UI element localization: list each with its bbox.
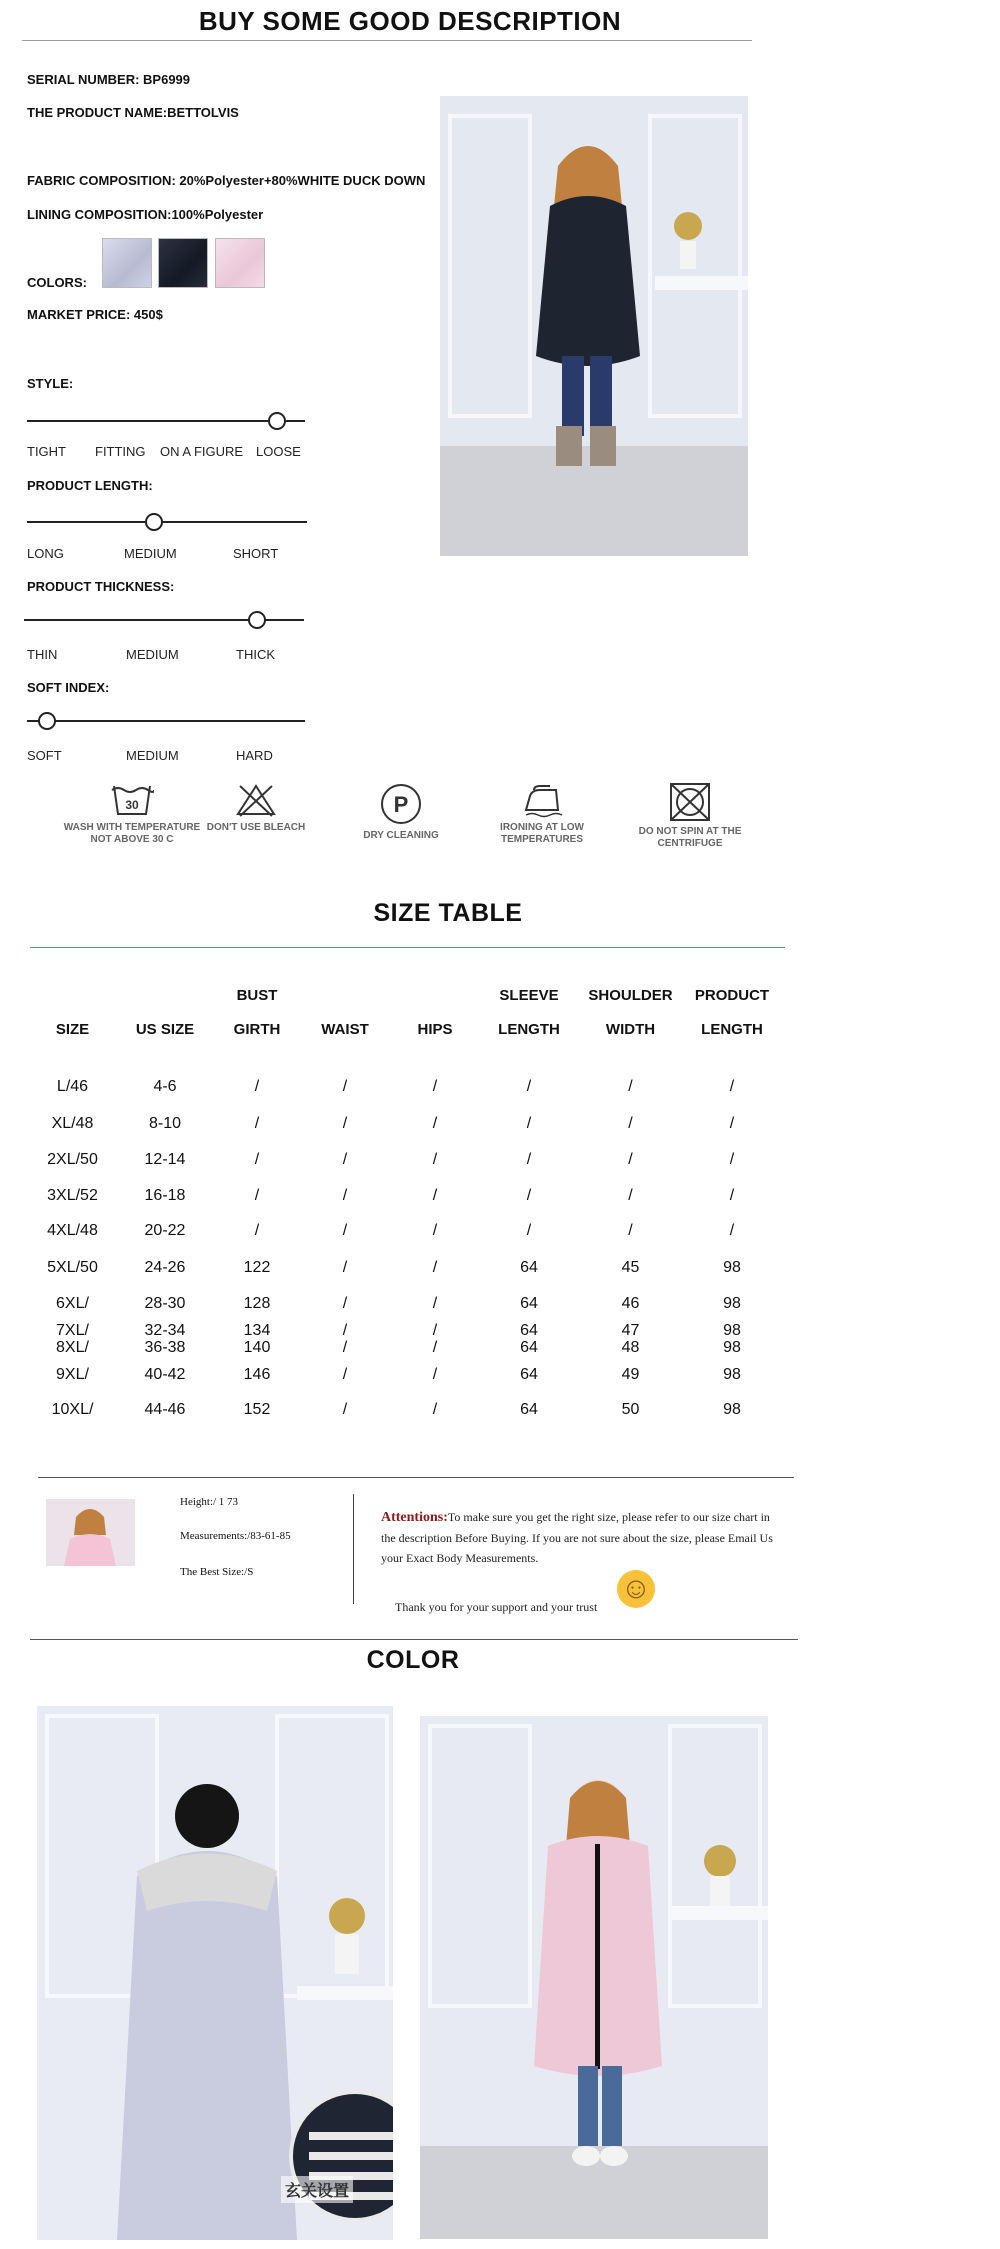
- table-cell: /: [526, 1222, 532, 1239]
- table-cell: 4XL/48: [47, 1222, 98, 1239]
- header-cell: BUST: [236, 986, 278, 1004]
- header-cell: [30, 978, 115, 1012]
- color-swatch-pink[interactable]: [215, 238, 265, 288]
- model-best-size: The Best Size:/S: [180, 1566, 254, 1578]
- header-cell: LENGTH: [701, 1020, 763, 1038]
- table-cell: L/46: [56, 1077, 89, 1095]
- table-cell: /: [729, 1114, 735, 1132]
- care-item-iron: [482, 782, 602, 846]
- soft-scale-label-medium: MEDIUM: [126, 748, 179, 763]
- table-cell: 8-10: [148, 1114, 182, 1132]
- color-photo-lavender: [37, 1706, 393, 2240]
- table-row: [30, 1357, 782, 1392]
- table-cell: 45: [621, 1258, 640, 1276]
- table-cell: 64: [520, 1321, 538, 1339]
- table-cell: 98: [723, 1258, 741, 1276]
- care-text-spin: DO NOT SPIN AT THE CENTRIFUGE: [638, 826, 742, 849]
- table-cell: 3XL/52: [47, 1186, 98, 1204]
- table-row: [30, 1322, 782, 1339]
- table-cell: 98: [723, 1295, 741, 1312]
- table-cell: 8XL/: [56, 1339, 89, 1356]
- table-cell: 134: [243, 1321, 271, 1339]
- size-table-title: SIZE TABLE: [373, 899, 523, 927]
- table-cell: 49: [621, 1365, 640, 1383]
- table-row: [30, 1339, 782, 1357]
- soft-scale-knob[interactable]: [38, 712, 56, 730]
- table-cell: 98: [723, 1339, 741, 1356]
- table-cell: 12-14: [144, 1151, 186, 1168]
- size-table-divider: [30, 947, 785, 948]
- table-cell: 122: [243, 1258, 271, 1276]
- color-photo-overlay-text: 玄关设置: [281, 2176, 353, 2203]
- table-cell: /: [342, 1151, 348, 1168]
- color-photo-pink: [420, 1716, 768, 2239]
- table-cell: 6XL/: [56, 1295, 89, 1312]
- care-item-bleach: [196, 782, 316, 834]
- size-table-header-bottom: [30, 1012, 782, 1046]
- header-cell: [391, 978, 479, 1012]
- care-item-spin: [630, 782, 750, 850]
- length-scale-label-short: SHORT: [233, 546, 279, 561]
- header-cell: SIZE: [55, 1020, 90, 1038]
- table-cell: /: [432, 1365, 438, 1383]
- soft-scale-label-hard: HARD: [236, 748, 273, 763]
- table-cell: /: [432, 1222, 438, 1239]
- thickness-scale-label-thin: THIN: [27, 647, 58, 662]
- care-text-wash: WASH WITH TEMPERATURE NOT ABOVE 30 C: [63, 822, 201, 845]
- table-cell: 2XL/50: [47, 1151, 98, 1168]
- table-cell: 32-34: [144, 1321, 186, 1339]
- header-cell: WIDTH: [605, 1020, 656, 1038]
- attention-block: [381, 1507, 781, 1568]
- table-cell: 28-30: [144, 1295, 186, 1312]
- table-cell: 10XL/: [51, 1400, 94, 1418]
- table-cell: 50: [621, 1400, 640, 1418]
- header-cell: HIPS: [417, 1020, 453, 1038]
- table-cell: /: [342, 1365, 348, 1383]
- page-title: BUY SOME GOOD DESCRIPTION: [198, 6, 622, 36]
- table-cell: /: [628, 1186, 633, 1204]
- no-bleach-icon: [234, 782, 278, 818]
- table-cell: /: [254, 1222, 260, 1239]
- style-scale-track: [27, 420, 305, 422]
- table-cell: /: [342, 1400, 348, 1418]
- care-text-iron: IRONING AT LOW TEMPERATURES: [500, 822, 584, 845]
- table-cell: 152: [243, 1400, 271, 1418]
- table-cell: 4-6: [153, 1077, 177, 1095]
- table-cell: 140: [243, 1339, 271, 1356]
- table-cell: /: [526, 1151, 532, 1168]
- attention-label: Attentions:: [381, 1510, 448, 1525]
- table-cell: /: [342, 1258, 348, 1276]
- dry-clean-icon: [379, 782, 423, 826]
- model-measurements: Measurements:/83-61-85: [180, 1530, 291, 1542]
- table-cell: 9XL/: [56, 1365, 89, 1383]
- table-cell: /: [432, 1400, 438, 1418]
- table-cell: /: [432, 1339, 438, 1356]
- length-scale-label-medium: MEDIUM: [124, 546, 177, 561]
- table-cell: /: [342, 1321, 348, 1339]
- table-cell: /: [729, 1077, 735, 1095]
- color-swatch-black[interactable]: [158, 238, 208, 288]
- model-height: Height:/ 1 73: [180, 1496, 239, 1508]
- smile-emoji-icon: ☺: [617, 1570, 655, 1608]
- table-cell: 98: [723, 1365, 741, 1383]
- table-cell: /: [342, 1339, 348, 1356]
- table-cell: 64: [520, 1400, 538, 1418]
- header-cell: GIRTH: [233, 1020, 281, 1038]
- table-cell: 36-38: [144, 1339, 186, 1356]
- svg-text:30: 30: [125, 798, 139, 812]
- table-cell: XL/48: [51, 1114, 94, 1132]
- length-scale-knob[interactable]: [145, 513, 163, 531]
- table-cell: /: [526, 1114, 532, 1132]
- model-divider: [353, 1494, 354, 1604]
- table-cell: /: [342, 1186, 348, 1204]
- table-cell: /: [342, 1295, 348, 1312]
- table-cell: /: [432, 1186, 438, 1204]
- header-cell: US SIZE: [135, 1020, 195, 1038]
- table-cell: 7XL/: [56, 1321, 89, 1339]
- table-cell: 44-46: [144, 1400, 186, 1418]
- soft-scale-title: SOFT INDEX:: [27, 680, 110, 695]
- table-row: [30, 1142, 782, 1178]
- table-cell: /: [432, 1295, 438, 1312]
- table-cell: 46: [621, 1295, 640, 1312]
- table-cell: /: [254, 1114, 260, 1132]
- size-table-header-top: [30, 978, 782, 1012]
- product-name: THE PRODUCT NAME:BETTOLVIS: [27, 105, 239, 120]
- table-row: [30, 1105, 782, 1142]
- table-cell: 24-26: [144, 1258, 186, 1276]
- style-scale-label-loose: LOOSE: [256, 444, 301, 459]
- table-row: [30, 1213, 782, 1249]
- length-scale-label-long: LONG: [27, 546, 64, 561]
- table-row: [30, 1392, 782, 1427]
- thanks-text: Thank you for your support and your trust: [395, 1600, 598, 1614]
- product-photo-black: [440, 96, 748, 556]
- iron-low-icon: [520, 782, 564, 818]
- style-scale-knob[interactable]: [268, 412, 286, 430]
- table-cell: 64: [520, 1339, 538, 1356]
- table-cell: 16-18: [144, 1186, 186, 1204]
- header-cell: WAIST: [321, 1020, 369, 1038]
- table-cell: 128: [243, 1295, 271, 1312]
- table-row: [30, 1286, 782, 1322]
- table-cell: 47: [621, 1321, 640, 1339]
- header-cell: [115, 978, 215, 1012]
- length-scale-title: PRODUCT LENGTH:: [27, 478, 153, 493]
- no-spin-icon: [668, 782, 712, 822]
- attention-text: To make sure you get the right size, please refer to our size chart in the description Before Buying. If you are not sure about the size, please Email Us your Exact Body Measurements.: [381, 1510, 773, 1565]
- thickness-scale-knob[interactable]: [248, 611, 266, 629]
- table-cell: /: [432, 1077, 438, 1095]
- table-cell: /: [342, 1114, 348, 1132]
- table-cell: 64: [520, 1365, 538, 1383]
- header-cell: LENGTH: [498, 1020, 560, 1038]
- color-section-title: COLOR: [366, 1646, 460, 1674]
- table-cell: /: [526, 1186, 532, 1204]
- table-cell: 146: [243, 1365, 271, 1383]
- header-cell: PRODUCT: [694, 986, 770, 1004]
- table-cell: 48: [621, 1339, 640, 1356]
- table-cell: /: [254, 1151, 260, 1168]
- style-scale-label-on-a-figure: ON A FIGURE: [160, 444, 244, 459]
- table-cell: 98: [723, 1400, 741, 1418]
- table-cell: /: [254, 1186, 260, 1204]
- wash-30-icon: [110, 782, 154, 818]
- table-cell: /: [628, 1151, 633, 1168]
- colors-label: COLORS:: [27, 275, 87, 290]
- header-cell: SLEEVE: [499, 986, 559, 1004]
- care-item-wash: [52, 782, 212, 846]
- model-thumbnail: [46, 1499, 135, 1566]
- header-cell: [299, 978, 391, 1012]
- table-cell: /: [729, 1222, 735, 1239]
- svg-text:P: P: [393, 792, 409, 817]
- style-scale-label-tight: TIGHT: [27, 444, 66, 459]
- table-cell: /: [432, 1258, 438, 1276]
- table-cell: /: [729, 1151, 735, 1168]
- thickness-scale-label-medium: MEDIUM: [126, 647, 179, 662]
- table-row: [30, 1249, 782, 1286]
- table-cell: /: [628, 1114, 633, 1132]
- table-cell: /: [628, 1222, 633, 1239]
- model-top-rule: [38, 1477, 794, 1478]
- table-cell: /: [342, 1222, 348, 1239]
- table-cell: /: [432, 1151, 438, 1168]
- table-cell: 20-22: [144, 1222, 186, 1239]
- model-bottom-rule: [30, 1639, 798, 1640]
- fabric-composition: FABRIC COMPOSITION: 20%Polyester+80%WHITE DUCK DOWN: [27, 173, 426, 188]
- table-cell: /: [254, 1077, 260, 1095]
- table-cell: 64: [520, 1258, 538, 1276]
- style-scale-title: STYLE:: [27, 376, 74, 391]
- table-row: [30, 1178, 782, 1213]
- length-scale-track: [27, 521, 307, 523]
- soft-scale-track: [27, 720, 305, 722]
- style-scale-label-fitting: FITTING: [95, 444, 146, 459]
- thickness-scale-title: PRODUCT THICKNESS:: [27, 579, 175, 594]
- table-cell: /: [432, 1114, 438, 1132]
- table-cell: 40-42: [144, 1365, 186, 1383]
- size-table: [30, 978, 782, 1427]
- thickness-scale-label-thick: THICK: [236, 647, 275, 662]
- lining-composition: LINING COMPOSITION:100%Polyester: [27, 207, 264, 222]
- table-cell: /: [729, 1186, 735, 1204]
- care-text-dryclean: DRY CLEANING: [363, 830, 439, 841]
- table-cell: /: [628, 1077, 633, 1095]
- table-cell: /: [526, 1077, 532, 1095]
- color-swatch-lavender[interactable]: [102, 238, 152, 288]
- title-divider: [22, 40, 752, 41]
- care-text-bleach: DON'T USE BLEACH: [206, 822, 306, 833]
- table-cell: 98: [723, 1321, 741, 1339]
- market-price: MARKET PRICE: 450$: [27, 307, 163, 322]
- table-row: [30, 1068, 782, 1105]
- table-cell: 5XL/50: [47, 1258, 98, 1276]
- table-cell: 64: [520, 1295, 538, 1312]
- table-cell: /: [432, 1321, 438, 1339]
- soft-scale-label-soft: SOFT: [27, 748, 62, 763]
- table-cell: /: [342, 1077, 348, 1095]
- header-cell: SHOULDER: [588, 986, 673, 1004]
- serial-number: SERIAL NUMBER: BP6999: [27, 72, 191, 87]
- care-item-dryclean: [341, 782, 461, 842]
